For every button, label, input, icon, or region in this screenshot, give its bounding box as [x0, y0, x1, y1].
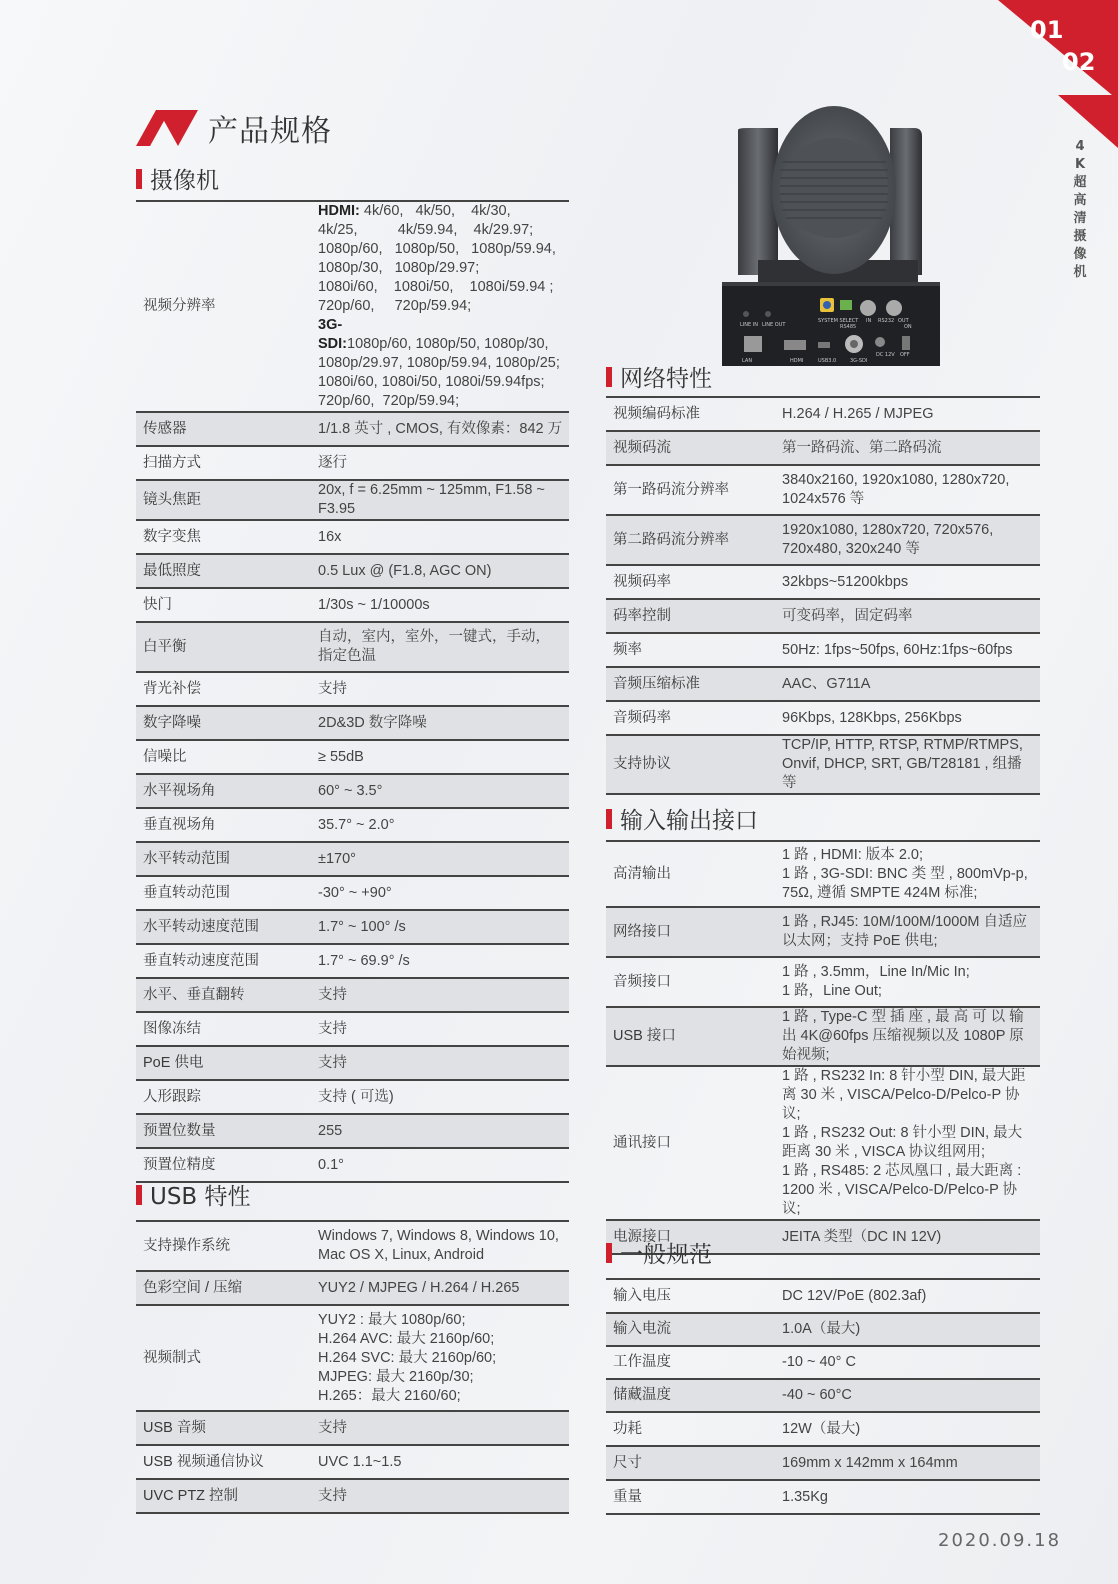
svg-text:RS232: RS232	[878, 318, 895, 324]
spec-key: USB 音频	[143, 1419, 206, 1436]
spec-key: 输入电压	[613, 1287, 671, 1304]
spec-key: 信噪比	[143, 748, 187, 765]
spec-row	[136, 520, 569, 554]
svg-text:USB3.0: USB3.0	[818, 358, 837, 364]
io-spec-table	[606, 840, 1040, 1255]
spec-key: 传感器	[143, 420, 187, 437]
spec-value: 0.5 Lux @ (F1.8, AGC ON)	[318, 562, 492, 579]
spec-value-text: 4k/60, 4k/50, 4k/30,	[363, 203, 511, 219]
spec-row	[606, 431, 1040, 465]
spec-value-text: 1080p/60, 1080p/50, 1080p/30,	[347, 336, 549, 352]
spec-row	[606, 397, 1040, 431]
svg-text:OUT: OUT	[898, 318, 909, 324]
spec-value: 50Hz: 1fps~50fps, 60Hz:1fps~60fps	[782, 641, 1013, 658]
spec-row	[136, 1148, 569, 1182]
spec-value-text: 1080i/60, 1080i/50, 1080i/59.94 ;	[318, 279, 554, 295]
spec-key: 水平转动速度范围	[143, 918, 259, 935]
spec-row	[606, 599, 1040, 633]
spec-key: 工作温度	[613, 1354, 671, 1370]
brand-logo-icon	[136, 110, 198, 146]
spec-key: 音频压缩标准	[613, 675, 700, 692]
spec-key: 扫描方式	[143, 454, 201, 471]
svg-text:LINE OUT: LINE OUT	[762, 322, 786, 328]
spec-value-line	[318, 316, 563, 354]
spec-key: 视频码率	[613, 573, 671, 590]
spec-value: -40 ~ 60°C	[782, 1387, 852, 1403]
spec-key: 音频接口	[613, 973, 671, 990]
spec-value: Windows 7, Windows 8, Windows 10, Mac OS X, Linux, Android	[318, 1228, 559, 1263]
page-title: 产品规格	[208, 114, 332, 149]
spec-value: 1 路 , Type-C 型 插 座 , 最 高 可 以 输 出 4K@60fps 压缩视频以及 1080P 原始视频;	[782, 1009, 1024, 1063]
spec-row	[136, 1012, 569, 1046]
spec-value: ±170°	[318, 850, 356, 867]
spec-row	[606, 1446, 1040, 1480]
spec-key: 色彩空间 / 压缩	[143, 1279, 243, 1296]
spec-value-line	[318, 373, 563, 392]
svg-text:SYSTEM SELECT: SYSTEM SELECT	[818, 318, 859, 324]
svg-text:ON: ON	[904, 324, 912, 330]
spec-row	[136, 622, 569, 672]
spec-key: 垂直转动范围	[143, 884, 230, 901]
svg-text:LINE IN: LINE IN	[740, 322, 758, 328]
spec-key: 码率控制	[613, 607, 671, 624]
spec-value: 1.7° ~ 100° /s	[318, 918, 406, 935]
spec-value: 1 路 , 3.5mm，Line In/Mic In; 1 路，Line Out;	[782, 964, 970, 999]
spec-row	[606, 515, 1040, 565]
spec-value: ≥ 55dB	[318, 748, 364, 765]
spec-value: 支持	[318, 1419, 347, 1436]
spec-key: PoE 供电	[143, 1054, 204, 1071]
spec-value: TCP/IP, HTTP, RTSP, RTMP/RTMPS, Onvif, DHCP, SRT, GB/T28181 , 组播等	[782, 737, 1023, 791]
spec-key: 尺寸	[613, 1454, 642, 1471]
spec-row	[136, 706, 569, 740]
svg-text:RS485: RS485	[840, 324, 857, 330]
page-title-block	[136, 106, 332, 150]
spec-row	[136, 1479, 569, 1513]
spec-key: 频率	[613, 641, 642, 658]
spec-value-line	[318, 392, 563, 411]
spec-key: 背光补偿	[143, 680, 201, 697]
spec-key: 预置位精度	[143, 1156, 216, 1173]
spec-key: 水平视场角	[143, 782, 216, 799]
spec-key: 高清输出	[613, 865, 671, 882]
spec-value-lead: HDMI:	[318, 203, 364, 219]
spec-value: 逐行	[318, 454, 347, 471]
spec-value: 支持	[318, 1487, 347, 1504]
spec-value: 255	[318, 1122, 343, 1139]
spec-value: 0.1°	[318, 1156, 344, 1173]
side-label: 4K超高清摄像机	[1073, 139, 1087, 280]
spec-key: 电源接口	[613, 1228, 671, 1245]
spec-key: 第一路码流分辨率	[613, 481, 729, 498]
spec-key: 预置位数量	[143, 1122, 216, 1139]
spec-value-text: 720p/60, 720p/59.94;	[318, 393, 460, 409]
spec-value: 支持	[318, 1020, 347, 1037]
spec-value: 1/30s ~ 1/10000s	[318, 596, 430, 613]
spec-value: 支持	[318, 986, 347, 1003]
spec-row	[606, 1279, 1040, 1313]
spec-row	[606, 1480, 1040, 1514]
spec-row	[606, 907, 1040, 957]
spec-row	[606, 701, 1040, 735]
section-title-io: 输入输出接口	[606, 802, 758, 835]
spec-value: 1920x1080, 1280x720, 720x576, 720x480, 320x240 等	[782, 522, 994, 557]
spec-row	[606, 1313, 1040, 1346]
spec-row	[606, 841, 1040, 907]
spec-row	[136, 740, 569, 774]
spec-row	[136, 201, 569, 412]
spec-value-text: 720p/60, 720p/59.94;	[318, 298, 472, 314]
spec-key: 功耗	[613, 1420, 642, 1437]
spec-key: 音频码率	[613, 709, 671, 726]
spec-row	[606, 667, 1040, 701]
spec-key: 视频码流	[613, 439, 671, 456]
spec-row	[136, 480, 569, 520]
spec-value: 1 路 , HDMI: 版本 2.0; 1 路 , 3G-SDI: BNC 类 型 , 800mVp-p, 75Ω, 遵循 SMPTE 424M 标准;	[782, 846, 1028, 901]
spec-value: -10 ~ 40° C	[782, 1354, 856, 1370]
spec-row	[136, 944, 569, 978]
spec-row	[606, 735, 1040, 794]
spec-row	[136, 554, 569, 588]
spec-row	[136, 672, 569, 706]
page-number-1: 01	[1030, 16, 1064, 44]
svg-text:IN: IN	[866, 318, 872, 324]
spec-row	[136, 808, 569, 842]
spec-value: 自动，室内，室外，一键式，手动，指定色温	[318, 629, 550, 664]
spec-value-text: 1080p/29.97, 1080p/59.94, 1080p/25;	[318, 355, 560, 371]
spec-key: 数字降噪	[143, 714, 201, 731]
spec-key: 储藏温度	[613, 1387, 671, 1403]
spec-value: 1/1.8 英寸 , CMOS, 有效像素：842 万	[318, 420, 563, 437]
spec-value: 2D&3D 数字降噪	[318, 714, 427, 731]
section-title-camera: 摄像机	[136, 162, 219, 195]
spec-value-line	[318, 221, 563, 240]
spec-value: 20x, f = 6.25mm ~ 125mm, F1.58 ~ F3.95	[318, 482, 545, 517]
spec-value: YUY2 / MJPEG / H.264 / H.265	[318, 1279, 520, 1296]
section-title-network: 网络特性	[606, 360, 712, 393]
spec-key: 镜头焦距	[143, 491, 201, 508]
spec-key: 第二路码流分辨率	[613, 531, 729, 548]
spec-row	[606, 1007, 1040, 1066]
spec-key: 重量	[613, 1488, 642, 1505]
spec-key: 图像冻结	[143, 1020, 201, 1037]
spec-row	[136, 1411, 569, 1445]
spec-row	[136, 978, 569, 1012]
spec-value: JEITA 类型（DC IN 12V)	[782, 1228, 942, 1245]
general-spec-table	[606, 1278, 1040, 1515]
spec-row	[136, 1080, 569, 1114]
spec-value-line	[318, 202, 563, 221]
spec-value-line	[318, 240, 563, 259]
svg-text:3G-SDI: 3G-SDI	[850, 358, 868, 364]
spec-row	[136, 1046, 569, 1080]
spec-key: 支持操作系统	[143, 1237, 230, 1254]
spec-key: 垂直转动速度范围	[143, 952, 259, 969]
spec-value: 16x	[318, 528, 342, 545]
spec-row	[136, 412, 569, 446]
spec-value: DC 12V/PoE (802.3af)	[782, 1287, 927, 1304]
spec-row	[606, 957, 1040, 1007]
spec-row	[136, 876, 569, 910]
spec-value-line	[318, 297, 563, 316]
spec-value: UVC 1.1~1.5	[318, 1453, 402, 1470]
spec-key: 网络接口	[613, 923, 671, 940]
spec-row	[606, 1066, 1040, 1220]
spec-value: 60° ~ 3.5°	[318, 782, 383, 799]
spec-key: USB 接口	[613, 1028, 676, 1044]
svg-text:LAN: LAN	[742, 358, 753, 364]
spec-key: 垂直视场角	[143, 816, 216, 833]
spec-value-text: 1080p/60, 1080p/50, 1080p/59.94,	[318, 241, 556, 257]
spec-key: 白平衡	[143, 638, 187, 655]
spec-value: -30° ~ +90°	[318, 884, 392, 901]
spec-key: USB 视频通信协议	[143, 1453, 264, 1470]
spec-key: 人形跟踪	[143, 1088, 201, 1105]
spec-row	[606, 1412, 1040, 1446]
spec-value: 1 路 , RS232 In: 8 针小型 DIN, 最大距离 30 米 , VISCA/Pelco-D/Pelco-P 协议; 1 路 , RS232 Out: 8 针小型 DIN, 最大距离 30 米 , VISCA 协议组网用; 1 路 , RS485: 2 芯凤凰口 , 最大距离 : 1200 米 , VISCA/Pelco-D/Pelco-P 协议;	[782, 1068, 1026, 1217]
spec-row	[136, 1445, 569, 1479]
spec-value-line	[318, 354, 563, 373]
spec-value: 1.7° ~ 69.9° /s	[318, 952, 410, 969]
spec-value: 1.0A（最大)	[782, 1321, 861, 1337]
spec-row	[136, 842, 569, 876]
spec-value: 1.35Kg	[782, 1488, 828, 1505]
svg-text:HDMI: HDMI	[790, 358, 804, 364]
spec-row	[136, 588, 569, 622]
network-spec-table	[606, 396, 1040, 795]
spec-key: 水平转动范围	[143, 850, 230, 867]
spec-value-text: 1080p/30, 1080p/29.97;	[318, 260, 480, 276]
spec-key: 视频编码标准	[613, 405, 700, 422]
spec-value-line	[318, 278, 563, 297]
spec-value: 第一路码流、第二路码流	[782, 439, 942, 456]
spec-row	[136, 1305, 569, 1411]
spec-value: 支持 ( 可选)	[318, 1088, 394, 1105]
spec-row	[606, 565, 1040, 599]
spec-key: 支持协议	[613, 756, 671, 772]
spec-key: 视频分辨率	[143, 298, 216, 314]
spec-value-line	[318, 259, 563, 278]
spec-value-text: 1080i/60, 1080i/50, 1080i/59.94fps;	[318, 374, 545, 390]
spec-key: UVC PTZ 控制	[143, 1487, 239, 1504]
spec-row	[606, 1346, 1040, 1379]
svg-text:OFF: OFF	[900, 352, 910, 358]
spec-row	[136, 774, 569, 808]
spec-key: 通讯接口	[613, 1134, 671, 1151]
spec-value: 支持	[318, 680, 347, 697]
spec-key: 数字变焦	[143, 528, 201, 545]
spec-row	[606, 465, 1040, 515]
spec-value-lead: 3G-SDI:	[318, 317, 347, 352]
spec-row	[606, 633, 1040, 667]
spec-key: 视频制式	[143, 1349, 201, 1366]
section-title-usb: USB 特性	[136, 1178, 251, 1211]
spec-key: 水平、垂直翻转	[143, 986, 245, 1003]
spec-value: 32kbps~51200kbps	[782, 573, 909, 590]
spec-value	[311, 201, 569, 412]
spec-row	[136, 446, 569, 480]
section-title-general: 一般规范	[606, 1236, 712, 1269]
spec-value: 96Kbps, 128Kbps, 256Kbps	[782, 709, 962, 726]
spec-row	[606, 1379, 1040, 1412]
spec-value: 169mm x 142mm x 164mm	[782, 1454, 958, 1471]
page-number-2: 02	[1062, 48, 1096, 76]
spec-key: 输入电流	[613, 1321, 671, 1337]
spec-value: 35.7° ~ 2.0°	[318, 816, 395, 833]
spec-row	[136, 1114, 569, 1148]
spec-value: YUY2 : 最大 1080p/60; H.264 AVC: 最大 2160p/60; H.264 SVC: 最大 2160p/60; MJPEG: 最大 2160p/30; H.265：最大 2160/60;	[318, 1311, 497, 1404]
spec-row	[136, 1221, 569, 1271]
spec-row	[136, 910, 569, 944]
spec-value: 3840x2160, 1920x1080, 1280x720, 1024x576 等	[782, 472, 1010, 507]
camera-product-image	[718, 100, 958, 368]
camera-spec-table	[136, 200, 569, 1183]
usb-spec-table	[136, 1220, 569, 1514]
spec-value: 可变码率，固定码率	[782, 607, 913, 624]
spec-value: H.264 / H.265 / MJPEG	[782, 405, 934, 422]
spec-value: 12W（最大)	[782, 1420, 861, 1437]
spec-value: 支持	[318, 1054, 347, 1071]
spec-key: 快门	[143, 596, 172, 613]
date-footer: 2020.09.18	[938, 1530, 1062, 1551]
spec-value: AAC、G711A	[782, 675, 871, 692]
svg-text:DC 12V: DC 12V	[876, 352, 895, 358]
spec-value-text: 4k/25, 4k/59.94, 4k/29.97;	[318, 222, 534, 238]
spec-key: 最低照度	[143, 562, 201, 579]
spec-value: 1 路 , RJ45: 10M/100M/1000M 自适应以太网；支持 PoE 供电;	[782, 914, 1027, 949]
spec-row	[136, 1271, 569, 1305]
